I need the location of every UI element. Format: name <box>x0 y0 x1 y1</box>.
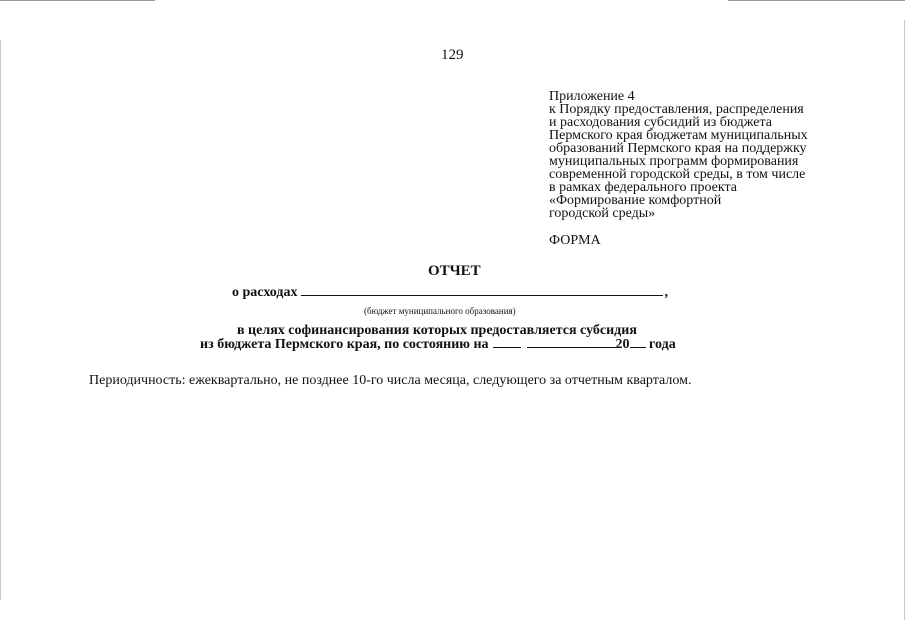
year-prefix: 20 <box>615 337 630 352</box>
appendix-line: городской среды» <box>549 206 656 221</box>
day-blank[interactable] <box>493 336 521 348</box>
expenses-suffix: , <box>664 285 668 300</box>
appendix-line: к Порядку предоставления, распределения <box>549 102 804 117</box>
year-blank[interactable] <box>630 336 646 348</box>
appendix-line: образований Пермского края на поддержку <box>549 141 807 156</box>
expenses-prefix: о расходах <box>232 285 298 300</box>
month-blank[interactable] <box>527 336 616 348</box>
page-number: 129 <box>441 47 464 63</box>
appendix-note <box>549 90 849 220</box>
report-title: ОТЧЕТ <box>428 263 481 279</box>
scan-edge-top-right <box>728 0 905 1</box>
budget-name-blank[interactable] <box>301 284 663 296</box>
periodicity-text: Периодичность: ежеквартально, не позднее 10-го числа месяца, следующего за отчетным кварталом. <box>89 373 692 388</box>
appendix-line: Пермского края бюджетам муниципальных <box>549 128 808 143</box>
scan-edge-top-left <box>0 0 155 1</box>
appendix-line: муниципальных программ формирования <box>549 154 799 169</box>
appendix-line: и расходования субсидий из бюджета <box>549 115 772 130</box>
budget-note: (бюджет муниципального образования) <box>364 306 516 316</box>
scan-edge-left <box>0 40 1 600</box>
appendix-line: «Формирование комфортной <box>549 193 722 208</box>
date-row <box>200 336 676 353</box>
year-suffix: года <box>649 337 676 352</box>
form-label: ФОРМА <box>549 233 601 248</box>
appendix-line: современной городской среды, в том числе <box>549 167 806 182</box>
appendix-line: в рамках федерального проекта <box>549 180 738 195</box>
appendix-line: Приложение 4 <box>549 89 635 104</box>
expenses-row <box>232 284 668 301</box>
date-prefix: из бюджета Пермского края, по состоянию на <box>200 337 489 352</box>
purpose-line: в целях софинансирования которых предоставляется субсидия <box>237 323 637 338</box>
